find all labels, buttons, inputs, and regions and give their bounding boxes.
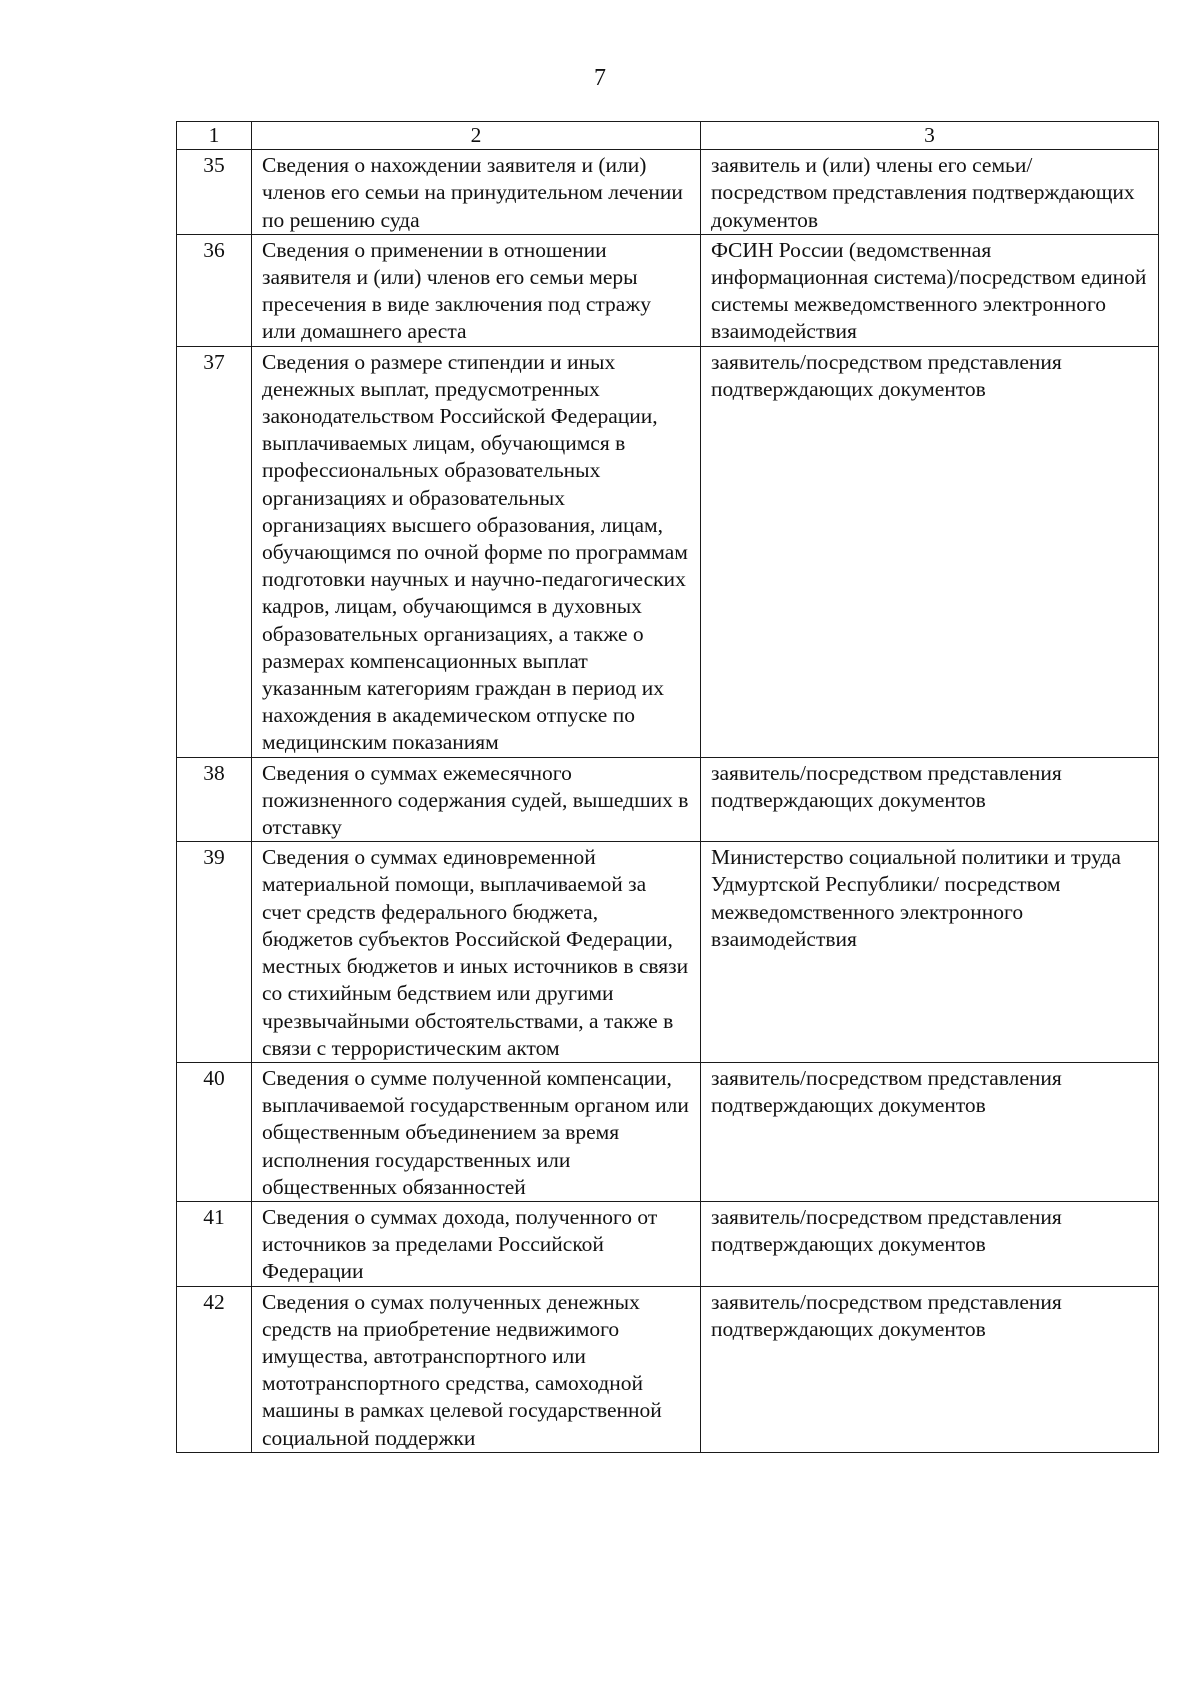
- row-information: Сведения о применении в отношении заявителя и (или) членов его семьи меры пресечения в виде заключения под стражу или домашнего ареста: [252, 234, 701, 346]
- table-row: [177, 757, 1159, 842]
- row-number: 36: [177, 234, 252, 346]
- column-header-1: 1: [177, 122, 252, 150]
- row-source: заявитель/посредством представления подтверждающих документов: [701, 1286, 1159, 1452]
- column-header-2: 2: [252, 122, 701, 150]
- row-source: заявитель/посредством представления подтверждающих документов: [701, 1062, 1159, 1201]
- data-table: [176, 121, 1159, 1453]
- table-row: [177, 1062, 1159, 1201]
- row-source: заявитель/посредством представления подтверждающих документов: [701, 1201, 1159, 1286]
- row-source: заявитель/посредством представления подтверждающих документов: [701, 346, 1159, 757]
- row-number: 41: [177, 1201, 252, 1286]
- row-number: 38: [177, 757, 252, 842]
- table-header-row: [177, 122, 1159, 150]
- table-row: [177, 234, 1159, 346]
- page-number: 7: [594, 65, 606, 91]
- table-row: [177, 842, 1159, 1063]
- row-information: Сведения о нахождении заявителя и (или) членов его семьи на принудительном лечении по решению суда: [252, 150, 701, 235]
- row-information: Сведения о суммах ежемесячного пожизненного содержания судей, вышедших в отставку: [252, 757, 701, 842]
- row-source: ФСИН России (ведомственная информационная система)/посредством единой системы межведомственного электронного взаимодействия: [701, 234, 1159, 346]
- table-row: [177, 346, 1159, 757]
- row-source: заявитель и (или) члены его семьи/посредством представления подтверждающих документов: [701, 150, 1159, 235]
- row-information: Сведения о размере стипендии и иных денежных выплат, предусмотренных законодательством Российской Федерации, выплачиваемых лицам, обучающимся в профессиональных образовательных организациях и образовательных организациях высшего образования, лицам, обучающимся по очной форме по программам подготовки научных и научно-педагогических кадров, лицам, обучающимся в духовных образовательных организациях, а также о размерах компенсационных выплат указанным категориям граждан в период их нахождения в академическом отпуске по медицинским показаниям: [252, 346, 701, 757]
- row-source: Министерство социальной политики и труда Удмуртской Республики/ посредством межведомственного электронного взаимодействия: [701, 842, 1159, 1063]
- column-header-3: 3: [701, 122, 1159, 150]
- row-information: Сведения о суммах единовременной материальной помощи, выплачиваемой за счет средств федерального бюджета, бюджетов субъектов Российской Федерации, местных бюджетов и иных источников в связи со стихийным бедствием или другими чрезвычайными обстоятельствами, а также в связи с террористическим актом: [252, 842, 701, 1063]
- row-number: 40: [177, 1062, 252, 1201]
- row-number: 42: [177, 1286, 252, 1452]
- table-row: [177, 1201, 1159, 1286]
- row-source: заявитель/посредством представления подтверждающих документов: [701, 757, 1159, 842]
- table-row: [177, 150, 1159, 235]
- row-information: Сведения о сумах полученных денежных средств на приобретение недвижимого имущества, автотранспортного или мототранспортного средства, самоходной машины в рамках целевой государственной социальной поддержки: [252, 1286, 701, 1452]
- row-number: 39: [177, 842, 252, 1063]
- row-information: Сведения о суммах дохода, полученного от источников за пределами Российской Федерации: [252, 1201, 701, 1286]
- row-number: 37: [177, 346, 252, 757]
- row-information: Сведения о сумме полученной компенсации, выплачиваемой государственным органом или общественным объединением за время исполнения государственных или общественных обязанностей: [252, 1062, 701, 1201]
- table-row: [177, 1286, 1159, 1452]
- row-number: 35: [177, 150, 252, 235]
